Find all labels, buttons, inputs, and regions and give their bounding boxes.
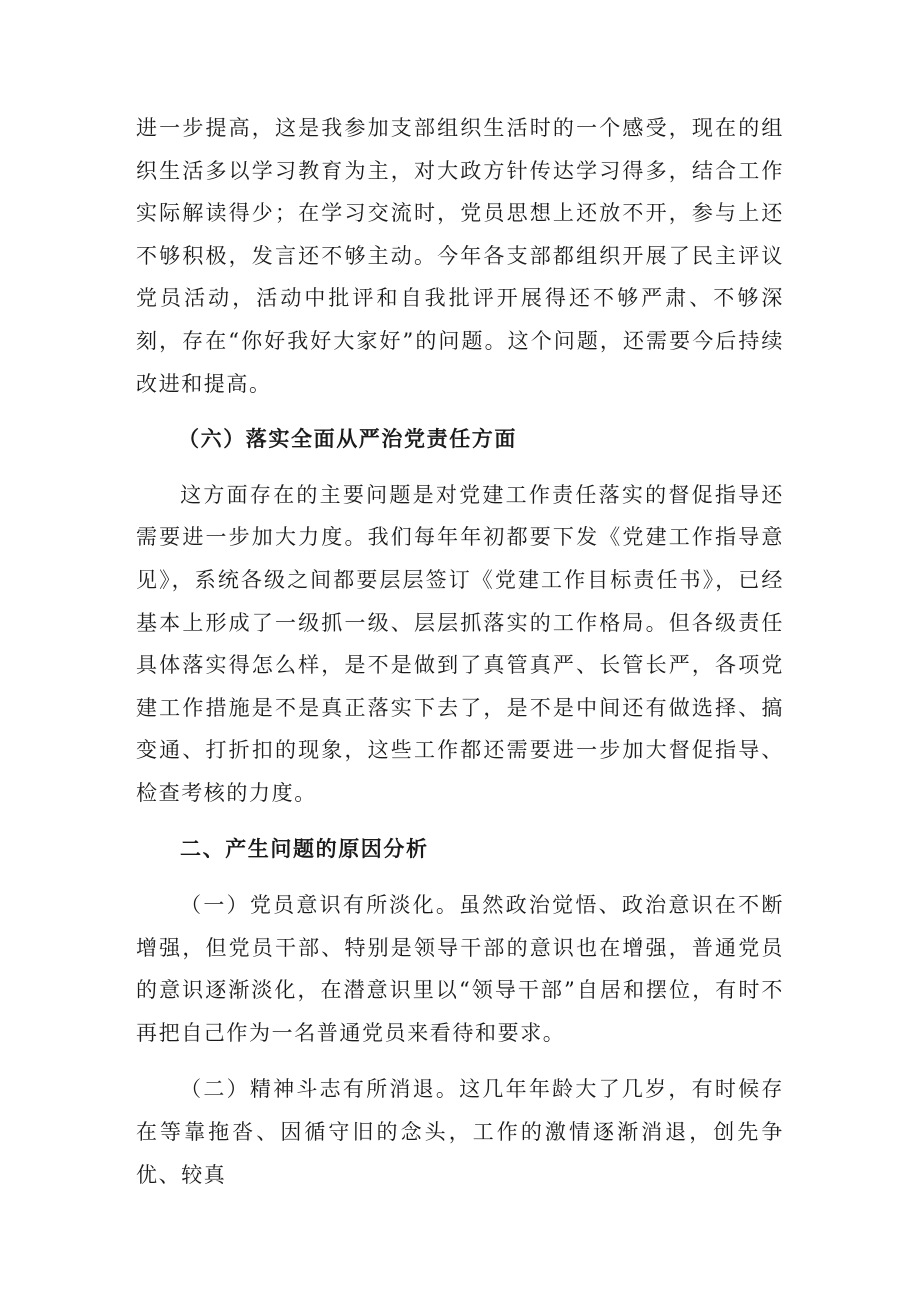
paragraph-continuation: 进一步提高，这是我参加支部组织生活时的一个感受，现在的组织生活多以学习教育为主，对大政方针传达学习得多，结合工作实际解读得少；在学习交流时，党员思想上还放不开，参与上还不够积极，发言还不够主动。今年各支部都组织开展了民主评议党员活动，活动中批评和自我批评开展得还不够严肃、不够深刻，存在“你好我好大家好”的问题。这个问题，还需要今后持续改进和提高。 <box>136 116 784 396</box>
spacer <box>136 461 784 474</box>
spacer <box>136 405 784 418</box>
spacer <box>136 870 784 884</box>
paragraph-party-awareness: （一）党员意识有所淡化。虽然政治觉悟、政治意识在不断增强，但党员干部、特别是领导干部的意识也在增强，普通党员的意识逐渐淡化，在潜意识里以“领导干部”自居和摆位，有时不再把自己作为一名普通党员来看待和要求。 <box>136 893 784 1045</box>
section-heading-six: （六）落实全面从严治党责任方面 <box>178 427 517 452</box>
paragraph-spirit: （二）精神斗志有所消退。这几年年龄大了几岁，有时候存在等靠拖沓、因循守旧的念头，工作的激情逐渐消退，创先争优、较真 <box>136 1077 784 1187</box>
spacer <box>136 815 784 828</box>
section-heading-cause-analysis: 二、产生问题的原因分析 <box>180 836 429 861</box>
paragraph-responsibility: 这方面存在的主要问题是对党建工作责任落实的督促指导还需要进一步加大力度。我们每年年初都要下发《党建工作指导意见》，系统各级之间都要层层签订《党建工作目标责任书》，已经基本上形成了一级抓一级、层层抓落实的工作格局。但各级责任具体落实得怎么样，是不是做到了真管真严、长管长严，各项党建工作措施是不是真正落实下去了，是不是中间还有做选择、搞变通、打折扣的现象，这些工作都还需要进一步加大督促指导、检查考核的力度。 <box>136 482 784 805</box>
document-body <box>136 107 784 1196</box>
spacer <box>136 1054 784 1068</box>
